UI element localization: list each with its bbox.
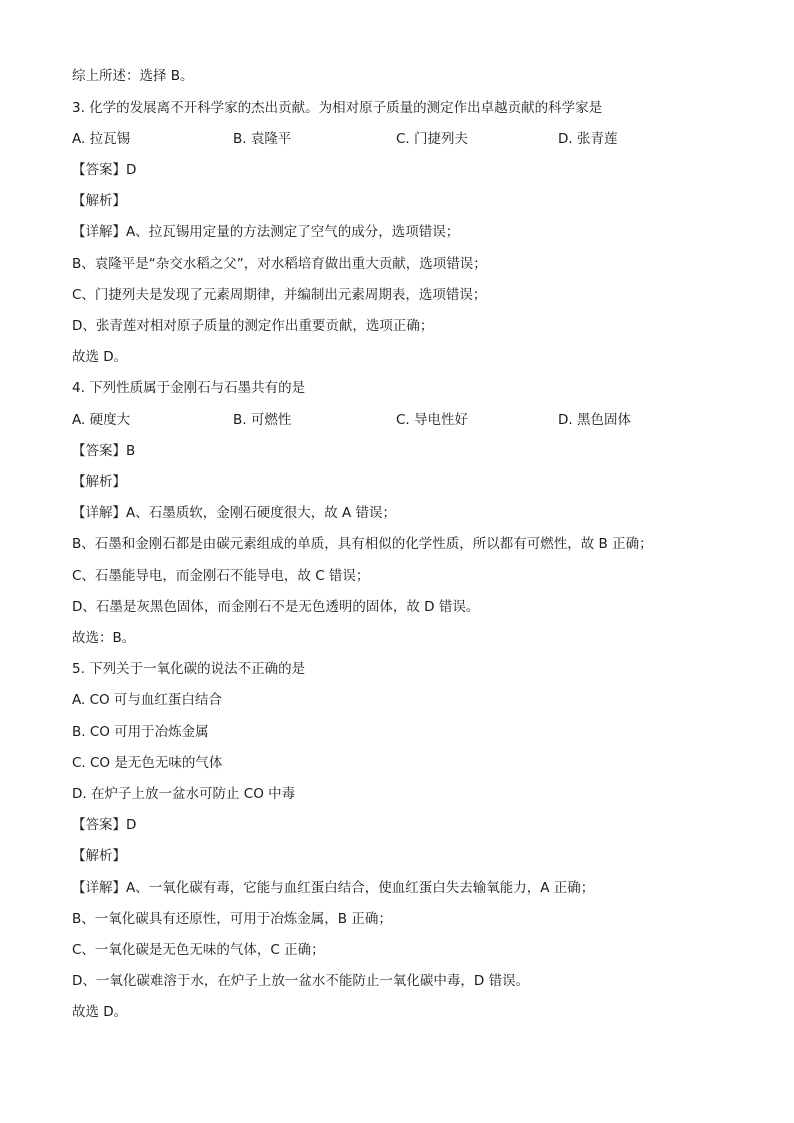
q4-detail-3: C、石墨能导电，而金刚石不能导电，故 C 错误；	[72, 568, 370, 584]
q3-detail-4: D、张青莲对相对原子质量的测定作出重要贡献，选项正确；	[72, 318, 434, 334]
q4-detail-2: B、石墨和金刚石都是由碳元素组成的单质，具有相似的化学性质，所以都有可燃性，故 B 正确；	[72, 536, 653, 552]
q4-option-c: C. 导电性好	[396, 412, 469, 428]
question-4-options	[72, 410, 722, 430]
q4-detail-4: D、石墨是灰黑色固体，而金刚石不是无色透明的固体，故 D 错误。	[72, 599, 480, 615]
q5-detail-1: 【详解】A、一氧化碳有毒，它能与血红蛋白结合，使血红蛋白失去输氧能力，A 正确；	[72, 880, 595, 896]
q4-option-a: A. 硬度大	[72, 412, 131, 428]
q4-detail-1: 【详解】A、石墨质软，金刚石硬度很大，故 A 错误；	[72, 505, 397, 521]
q4-option-d: D. 黑色固体	[558, 412, 631, 428]
q4-analysis-label: 【解析】	[72, 474, 126, 490]
q5-option-d: D. 在炉子上放一盆水可防止 CO 中毒	[72, 786, 296, 802]
q5-analysis-label: 【解析】	[72, 848, 126, 864]
q5-conclusion: 故选 D。	[72, 1004, 128, 1020]
q3-option-c: C. 门捷列夫	[396, 131, 469, 147]
q3-detail-2: B、袁隆平是“杂交水稻之父”，对水稻培育做出重大贡献，选项错误；	[72, 256, 487, 272]
summary-line: 综上所述：选择 B。	[72, 68, 194, 84]
q3-detail-1: 【详解】A、拉瓦锡用定量的方法测定了空气的成分，选项错误；	[72, 224, 460, 240]
q4-conclusion: 故选：B。	[72, 630, 136, 646]
q5-detail-3: C、一氧化碳是无色无味的气体，C 正确；	[72, 942, 325, 958]
question-4-stem: 4. 下列性质属于金刚石与石墨共有的是	[72, 380, 306, 396]
question-3-options	[72, 129, 722, 149]
q3-option-a: A. 拉瓦锡	[72, 131, 131, 147]
q5-answer: 【答案】D	[72, 817, 137, 833]
q3-option-d: D. 张青莲	[558, 131, 618, 147]
q3-analysis-label: 【解析】	[72, 193, 126, 209]
q3-option-b: B. 袁隆平	[233, 131, 292, 147]
q3-detail-3: C、门捷列夫是发现了元素周期律，并编制出元素周期表，选项错误；	[72, 287, 487, 303]
q4-answer: 【答案】B	[72, 443, 136, 459]
question-5-stem: 5. 下列关于一氧化碳的说法不正确的是	[72, 661, 306, 677]
q5-option-b: B. CO 可用于冶炼金属	[72, 724, 209, 740]
q5-detail-4: D、一氧化碳难溶于水，在炉子上放一盆水不能防止一氧化碳中毒，D 错误。	[72, 973, 530, 989]
q3-conclusion: 故选 D。	[72, 349, 128, 365]
question-3-stem: 3. 化学的发展离不开科学家的杰出贡献。为相对原子质量的测定作出卓越贡献的科学家是	[72, 100, 603, 116]
q5-option-a: A. CO 可与血红蛋白结合	[72, 692, 222, 708]
q5-option-c: C. CO 是无色无味的气体	[72, 755, 223, 771]
q4-option-b: B. 可燃性	[233, 412, 292, 428]
q3-answer: 【答案】D	[72, 162, 137, 178]
q5-detail-2: B、一氧化碳具有还原性，可用于冶炼金属，B 正确；	[72, 911, 392, 927]
